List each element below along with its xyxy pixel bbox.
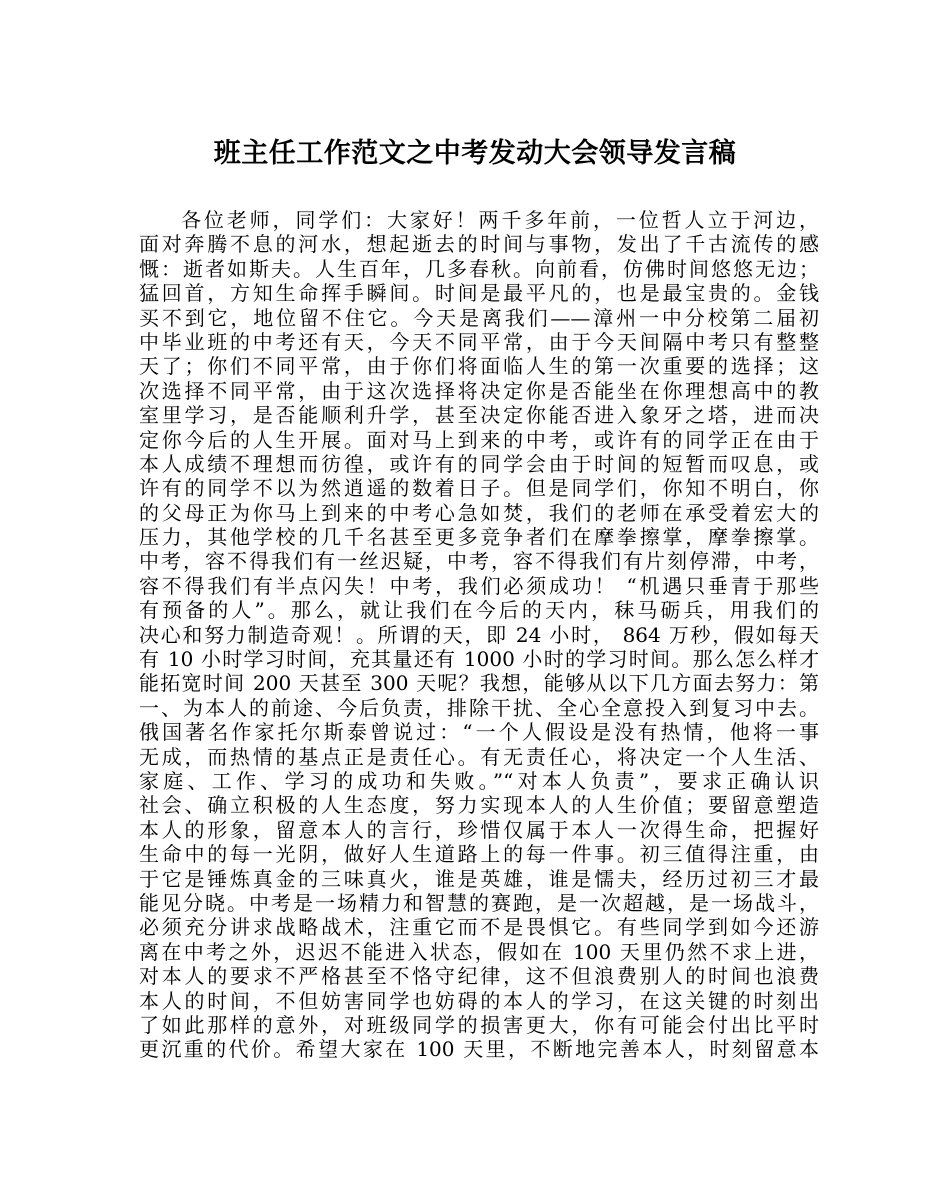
- body-line: 能拓宽时间 200 天甚至 300 天呢？我想，能够从以下几方面去努力：第: [139, 671, 819, 696]
- body-line: 本人成绩不理想而彷徨，或许有的同学会由于时间的短暂而叹息，或: [139, 451, 819, 476]
- body-line: 本人的形象，留意本人的言行，珍惜仅属于本人一次得生命，把握好: [139, 817, 819, 842]
- body-line: 定你今后的人生开展。面对马上到来的中考，或许有的同学正在由于: [139, 427, 819, 452]
- body-line: 本人的时间，不但妨害同学也妨碍的本人的学习，在这关键的时刻出: [139, 988, 819, 1013]
- body-line: 各位老师，同学们：大家好！两千多年前，一位哲人立于河边，: [181, 208, 819, 232]
- body-line: 次选择不同平常，由于这次选择将决定你是否能坐在你理想高中的教: [139, 378, 819, 403]
- document-title: 班主任工作范文之中考发动大会领导发言稿: [213, 138, 737, 169]
- body-line: 天了；你们不同平常，由于你们将面临人生的第一次重要的选择；这: [139, 354, 819, 379]
- body-line: 室里学习，是否能顺利升学，甚至决定你能否进入象牙之塔，进而决: [139, 403, 819, 428]
- body-line: 俄国著名作家托尔斯泰曾说过：“一个人假设是没有热情，他将一事: [139, 720, 819, 745]
- body-line: 容不得我们有半点闪失！中考，我们必须成功！ “机遇只垂青于那些: [139, 573, 819, 598]
- body-line: 社会、确立积极的人生态度，努力实现本人的人生价值；要留意塑造: [139, 793, 819, 818]
- body-line: 慨：逝者如斯夫。人生百年，几多春秋。向前看，仿佛时间悠悠无边；: [139, 256, 819, 281]
- body-line: 许有的同学不以为然逍遥的数着日子。但是同学们，你知不明白，你: [139, 476, 819, 501]
- body-line: 于它是锤炼真金的三味真火，谁是英雄，谁是懦夫，经历过初三才最: [139, 866, 819, 891]
- body-line: 的父母正为你马上到来的中考心急如焚，我们的老师在承受着宏大的: [139, 500, 819, 525]
- document-body: [139, 208, 819, 1062]
- body-line: 压力，其他学校的几千名甚至更多竞争者们在摩拳擦掌，摩拳擦掌。: [139, 525, 819, 550]
- body-line: 必须充分讲求战略战术，注重它而不是畏惧它。有些同学到如今还游: [139, 915, 819, 940]
- body-line: 有 10 小时学习时间，充其量还有 1000 小时的学习时间。那么怎么样才: [139, 647, 819, 672]
- body-line: 中毕业班的中考还有天，今天不同平常，由于今天间隔中考只有整整: [139, 329, 819, 354]
- body-line: 有预备的人”。那么，就让我们在今后的天内，秣马砺兵，用我们的: [139, 598, 819, 623]
- body-line: 一、为本人的前途、今后负责，排除干扰、全心全意投入到复习中去。: [139, 695, 819, 720]
- body-line: 猛回首，方知生命挥手瞬间。时间是最平凡的，也是最宝贵的。金钱: [139, 281, 819, 306]
- body-line: 更沉重的代价。希望大家在 100 天里，不断地完善本人，时刻留意本: [139, 1037, 819, 1062]
- body-line: 生命中的每一光阴，做好人生道路上的每一件事。初三值得注重，由: [139, 842, 819, 867]
- body-line: 买不到它，地位留不住它。今天是离我们——漳州一中分校第二届初: [139, 305, 819, 330]
- body-line: 中考，容不得我们有一丝迟疑，中考，容不得我们有片刻停滞，中考，: [139, 549, 819, 574]
- body-line: 决心和努力制造奇观！。所谓的天，即 24 小时， 864 万秒，假如每天: [139, 622, 819, 647]
- body-line: 无成，而热情的基点正是责任心。有无责任心，将决定一个人生活、: [139, 744, 819, 769]
- body-line: 了如此那样的意外，对班级同学的损害更大，你有可能会付出比平时: [139, 1012, 819, 1037]
- body-line: 离在中考之外，迟迟不能进入状态，假如在 100 天里仍然不求上进，: [139, 939, 819, 964]
- body-line: 对本人的要求不严格甚至不恪守纪律，这不但浪费别人的时间也浪费: [139, 964, 819, 989]
- body-line: 面对奔腾不息的河水，想起逝去的时间与事物，发出了千古流传的感: [139, 232, 819, 257]
- body-line: 能见分晓。中考是一场精力和智慧的赛跑，是一次超越，是一场战斗，: [139, 890, 819, 915]
- body-line: 家庭、工作、学习的成功和失败。”“对本人负责”，要求正确认识: [139, 768, 819, 793]
